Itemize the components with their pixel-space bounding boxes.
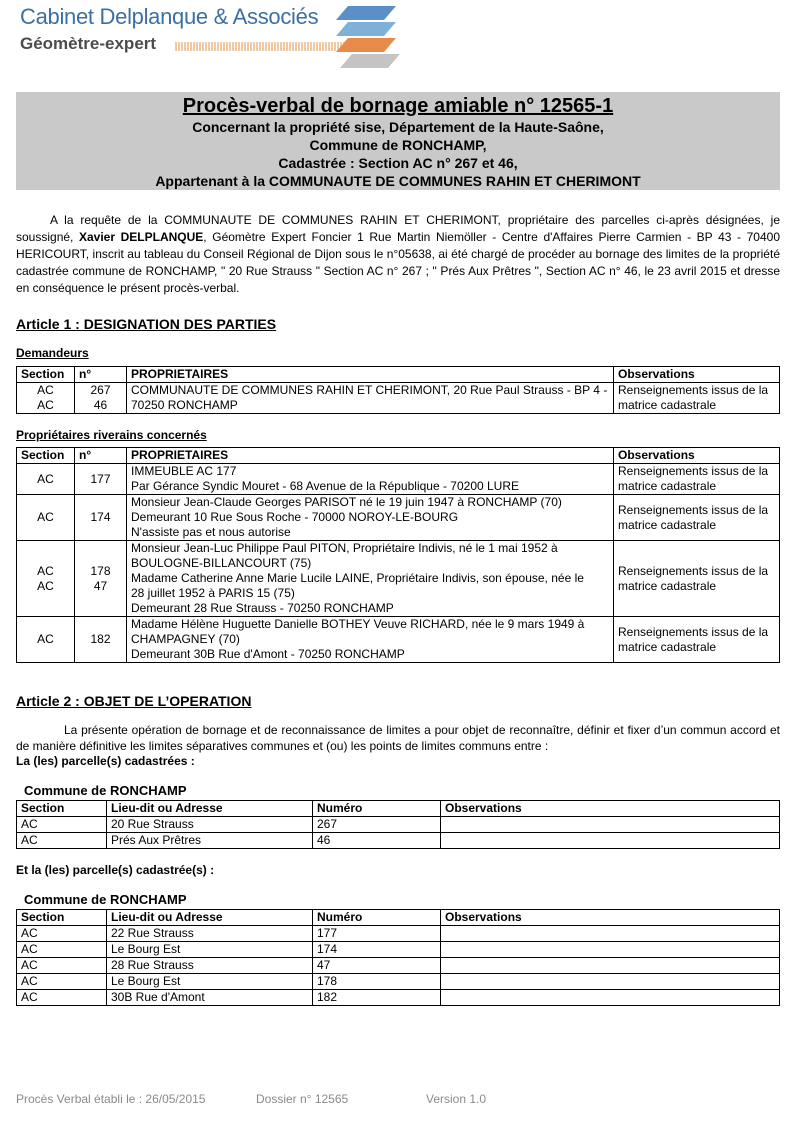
title-box bbox=[16, 92, 780, 190]
section-cell: AC bbox=[17, 833, 107, 849]
column-header: Lieu-dit ou Adresse bbox=[107, 910, 313, 926]
column-header: PROPRIETAIRES bbox=[127, 367, 614, 383]
observations-cell-line: matrice cadastrale bbox=[618, 479, 717, 493]
table-row bbox=[17, 495, 780, 541]
number-cell: 177 bbox=[313, 926, 441, 942]
firm-name: Cabinet Delplanque & Associés bbox=[20, 4, 319, 29]
title-line-3: Cadastrée : Section AC n° 267 et 46, bbox=[278, 155, 518, 171]
owners-cell-line: CHAMPAGNEY (70) bbox=[131, 632, 240, 646]
number-cell bbox=[75, 541, 127, 617]
table-row bbox=[17, 974, 780, 990]
section-cell-line: AC bbox=[37, 471, 54, 486]
observations-cell-line: Renseignements issus de la bbox=[618, 464, 769, 478]
owners-cell-line: N'assiste pas et nous autorise bbox=[131, 525, 291, 539]
observations-cell bbox=[614, 541, 780, 617]
owners-cell-line: 28 juillet 1952 à PARIS 15 (75) bbox=[131, 586, 295, 600]
logo-decorative-rule bbox=[175, 42, 345, 51]
address-cell: 28 Rue Strauss bbox=[107, 958, 313, 974]
column-header: Observations bbox=[441, 910, 780, 926]
observations-cell bbox=[614, 464, 780, 495]
address-cell: Le Bourg Est bbox=[107, 974, 313, 990]
number-cell-line: 47 bbox=[93, 578, 108, 593]
column-header: Section bbox=[17, 367, 75, 383]
owners-cell-line: Madame Catherine Anne Marie Lucile LAINE, Propriétaire Indivis, son épouse, née le bbox=[131, 571, 584, 585]
section-cell bbox=[17, 617, 75, 663]
section-cell-line: AC bbox=[37, 383, 54, 397]
article-2-paragraph: La présente opération de bornage et de reconnaissance de limites a pour objet de reconnaître, définir et fixer d’un commun accord et de manière définitive les limites séparatives communes et (ou) les points de limites communs entre : bbox=[16, 723, 780, 753]
observations-cell bbox=[441, 926, 780, 942]
footer-version: Version 1.0 bbox=[426, 1092, 487, 1106]
section-cell: AC bbox=[17, 942, 107, 958]
footer-date: Procès Verbal établi le : 26/05/2015 bbox=[16, 1092, 206, 1106]
number-cell: 47 bbox=[313, 958, 441, 974]
document-title: Procès-verbal de bornage amiable n° 12565-1 bbox=[182, 95, 614, 117]
parcels-table-1 bbox=[16, 800, 780, 849]
observations-cell-line: Renseignements issus de la bbox=[618, 502, 769, 517]
observations-cell-line: matrice cadastrale bbox=[618, 398, 717, 412]
owners-cell-line: Demeurant 28 Rue Strauss - 70250 RONCHAMP bbox=[131, 601, 394, 615]
owners-cell-line: Madame Hélène Huguette Danielle BOTHEY Veuve RICHARD, née le 9 mars 1949 à bbox=[131, 617, 585, 631]
section-cell bbox=[17, 541, 75, 617]
number-cell-line: 267 bbox=[90, 383, 111, 397]
number-cell-line: 174 bbox=[90, 510, 111, 524]
intro-text-1: A la requête de la COMMUNAUTE DE COMMUNES RAHIN ET CHERIMONT, propriétaire des parcelles ci-après désignées, je soussigné, bbox=[16, 213, 780, 244]
riverains-label: Propriétaires riverains concernés bbox=[16, 428, 207, 442]
section-cell: AC bbox=[17, 974, 107, 990]
section-cell-line: AC bbox=[37, 632, 54, 646]
column-header: n° bbox=[75, 448, 127, 464]
column-header: Numéro bbox=[313, 910, 441, 926]
commune-label-1: Commune de RONCHAMP bbox=[24, 783, 187, 798]
address-cell: 30B Rue d'Amont bbox=[107, 990, 313, 1006]
owners-cell-line: IMMEUBLE AC 177 bbox=[131, 464, 237, 478]
table-row bbox=[17, 942, 780, 958]
parcels-table-2 bbox=[16, 909, 780, 1006]
intro-text-2: , Géomètre Expert Foncier 1 Rue Martin Niemöller - Centre d'Affaires Pierre Carmien - BP 43 - 70400 HERICOURT, inscrit au tableau du Conseil Régional de Dijon sous le n°05638, ai été chargé de procéder au bornage des limites de la propriété cadastrée commune de RONCHAMP, " 20 Rue Strauss " Section AC n° 267 ; " Prés Aux Prêtres ", Section AC n° 46, le 23 avril 2015 et dresse en conséquence le présent procès-verbal. bbox=[16, 230, 780, 295]
owners-cell bbox=[127, 383, 614, 414]
section-cell: AC bbox=[17, 958, 107, 974]
section-cell-line: AC bbox=[37, 563, 54, 578]
observations-cell bbox=[441, 833, 780, 849]
number-cell: 174 bbox=[313, 942, 441, 958]
observations-cell-line: Renseignements issus de la bbox=[618, 624, 769, 639]
firm-subtitle: Géomètre-expert bbox=[20, 34, 157, 53]
owners-cell-line: Monsieur Jean-Luc Philippe Paul PITON, Propriétaire Indivis, né le 1 mai 1952 à bbox=[131, 541, 558, 555]
intro-paragraph bbox=[16, 212, 780, 297]
observations-cell bbox=[614, 383, 780, 414]
article-1-heading: Article 1 : DESIGNATION DES PARTIES bbox=[16, 316, 277, 332]
table-row bbox=[17, 958, 780, 974]
observations-cell bbox=[441, 958, 780, 974]
observations-cell bbox=[441, 817, 780, 833]
section-cell: AC bbox=[17, 990, 107, 1006]
section-cell-line: AC bbox=[37, 398, 54, 412]
column-header: Section bbox=[17, 801, 107, 817]
number-cell-line: 178 bbox=[90, 563, 111, 578]
column-header: Lieu-dit ou Adresse bbox=[107, 801, 313, 817]
owners-cell-line: COMMUNAUTE DE COMMUNES RAHIN ET CHERIMONT, 20 Rue Paul Strauss - BP 4 - bbox=[131, 383, 608, 397]
table-row bbox=[17, 833, 780, 849]
number-cell bbox=[75, 383, 127, 414]
table-row bbox=[17, 817, 780, 833]
column-header: Observations bbox=[441, 801, 780, 817]
table-row bbox=[17, 926, 780, 942]
number-cell bbox=[75, 617, 127, 663]
parcels-label-2: Et la (les) parcelle(s) cadastrée(s) : bbox=[16, 863, 215, 877]
table-row bbox=[17, 990, 780, 1006]
number-cell-line: 46 bbox=[93, 398, 108, 412]
observations-cell bbox=[441, 942, 780, 958]
section-cell bbox=[17, 383, 75, 414]
demandeurs-table bbox=[16, 366, 780, 414]
title-line-2: Commune de RONCHAMP, bbox=[309, 137, 487, 153]
footer-dossier: Dossier n° 12565 bbox=[256, 1092, 349, 1106]
column-header: Section bbox=[17, 910, 107, 926]
column-header: Observations bbox=[614, 448, 780, 464]
owners-cell bbox=[127, 617, 614, 663]
column-header: Section bbox=[17, 448, 75, 464]
section-cell bbox=[17, 464, 75, 495]
address-cell: 22 Rue Strauss bbox=[107, 926, 313, 942]
number-cell-line: 182 bbox=[90, 632, 111, 646]
parcels-label-1: La (les) parcelle(s) cadastrées : bbox=[16, 754, 195, 768]
section-cell-line: AC bbox=[37, 578, 54, 593]
number-cell-line: 177 bbox=[90, 471, 111, 486]
observations-cell-line: matrice cadastrale bbox=[618, 578, 717, 593]
number-cell: 46 bbox=[313, 833, 441, 849]
observations-cell bbox=[614, 495, 780, 541]
title-line-1: Concernant la propriété sise, Département de la Haute-Saône, bbox=[192, 119, 604, 135]
article-2-heading: Article 2 : OBJET DE L’OPERATION bbox=[16, 693, 252, 709]
number-cell: 267 bbox=[313, 817, 441, 833]
observations-cell-line: matrice cadastrale bbox=[618, 639, 717, 654]
column-header: Observations bbox=[614, 367, 780, 383]
table-row bbox=[17, 464, 780, 495]
observations-cell-line: matrice cadastrale bbox=[618, 517, 717, 532]
owners-cell-line: BOULOGNE-BILLANCOURT (75) bbox=[131, 556, 312, 570]
article-2-text bbox=[16, 722, 780, 754]
riverains-table bbox=[16, 447, 780, 663]
table-row bbox=[17, 541, 780, 617]
owners-cell-line: Par Gérance Syndic Mouret - 68 Avenue de la République - 70200 LURE bbox=[131, 479, 520, 493]
column-header: PROPRIETAIRES bbox=[127, 448, 614, 464]
owners-cell bbox=[127, 464, 614, 495]
owners-cell-line: Demeurant 10 Rue Sous Roche - 70000 NOROY-LE-BOURG bbox=[131, 510, 459, 524]
section-cell: AC bbox=[17, 817, 107, 833]
owners-cell-line: Monsieur Jean-Claude Georges PARISOT né le 19 juin 1947 à RONCHAMP (70) bbox=[131, 495, 562, 509]
column-header: n° bbox=[75, 367, 127, 383]
owners-cell bbox=[127, 495, 614, 541]
table-row bbox=[17, 617, 780, 663]
section-cell: AC bbox=[17, 926, 107, 942]
observations-cell bbox=[441, 974, 780, 990]
owners-cell-line: 70250 RONCHAMP bbox=[131, 398, 238, 412]
demandeurs-label: Demandeurs bbox=[16, 346, 89, 360]
title-line-4: Appartenant à la COMMUNAUTE DE COMMUNES RAHIN ET CHERIMONT bbox=[155, 173, 641, 189]
owners-cell-line: Demeurant 30B Rue d'Amont - 70250 RONCHAMP bbox=[131, 647, 405, 661]
owners-cell bbox=[127, 541, 614, 617]
observations-cell bbox=[441, 990, 780, 1006]
number-cell: 182 bbox=[313, 990, 441, 1006]
table-row bbox=[17, 383, 780, 414]
address-cell: 20 Rue Strauss bbox=[107, 817, 313, 833]
surveyor-name: Xavier DELPLANQUE bbox=[78, 230, 204, 244]
column-header: Numéro bbox=[313, 801, 441, 817]
commune-label-2: Commune de RONCHAMP bbox=[24, 892, 187, 907]
number-cell bbox=[75, 464, 127, 495]
observations-cell-line: Renseignements issus de la bbox=[618, 383, 769, 397]
number-cell bbox=[75, 495, 127, 541]
section-cell-line: AC bbox=[37, 510, 54, 524]
logo-layers-icon bbox=[330, 4, 410, 70]
section-cell bbox=[17, 495, 75, 541]
address-cell: Prés Aux Prêtres bbox=[107, 833, 313, 849]
address-cell: Le Bourg Est bbox=[107, 942, 313, 958]
observations-cell bbox=[614, 617, 780, 663]
number-cell: 178 bbox=[313, 974, 441, 990]
observations-cell-line: Renseignements issus de la bbox=[618, 563, 769, 578]
